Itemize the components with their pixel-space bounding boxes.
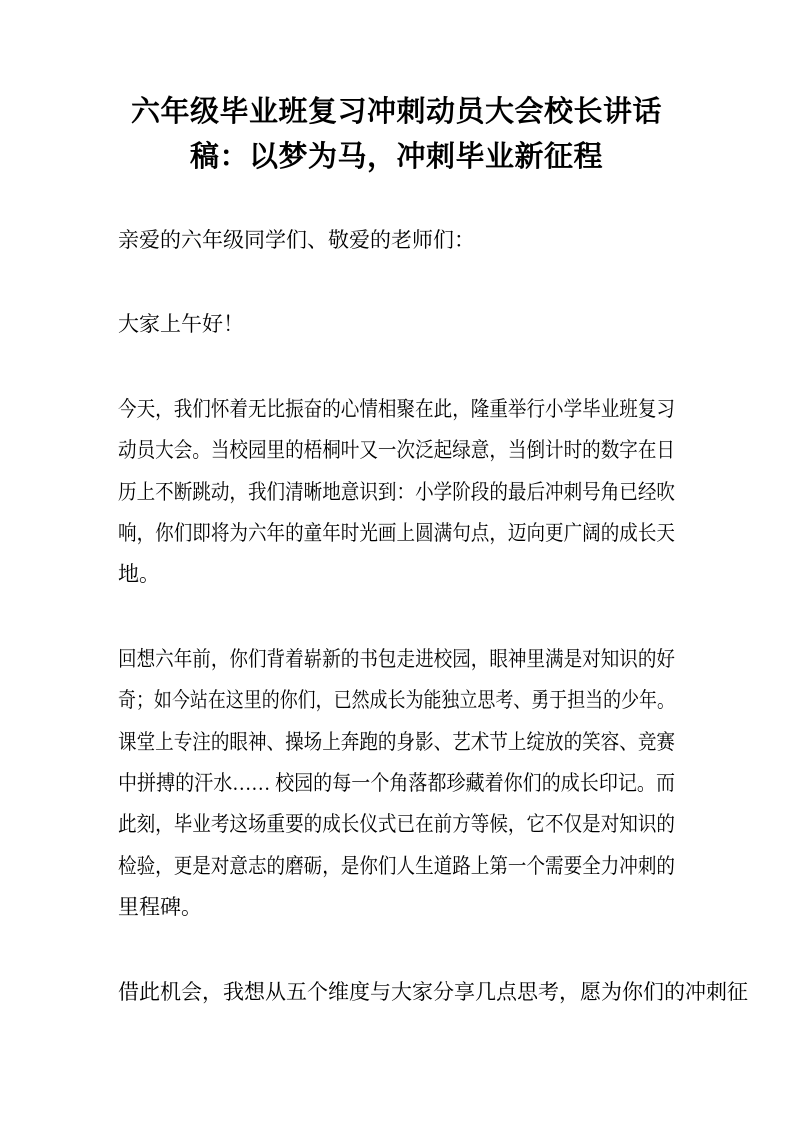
paragraph-line-text: 回想六年前，你们背着崭新的书包走进校园，眼神里满是对知识的好	[118, 646, 675, 671]
paragraph-line	[118, 220, 675, 261]
paragraph-line	[118, 554, 675, 595]
paragraph-line-text: 借此机会，我想从五个维度与大家分享几点思考，愿为你们的冲刺征	[118, 979, 748, 1004]
paragraph-line	[118, 846, 675, 887]
paragraph-line	[118, 472, 675, 513]
document-title-line: 六年级毕业班复习冲刺动员大会校长讲话	[130, 96, 662, 128]
paragraph	[118, 639, 675, 929]
paragraph-line-text: 亲爱的六年级同学们、敬爱的老师们：	[118, 228, 475, 252]
paragraph	[118, 972, 748, 1013]
paragraph-line	[118, 304, 675, 345]
document-body	[118, 220, 748, 1013]
paragraph-line	[118, 680, 675, 721]
paragraph-line-text: 此刻，毕业考这场重要的成长仪式已在前方等候，它不仅是对知识的	[118, 812, 675, 837]
paragraph-line-text: 课堂上专注的眼神、操场上奔跑的身影、艺术节上绽放的笑容、竞赛	[118, 729, 675, 754]
paragraph-line-text: 奇；如今站在这里的你们，已然成长为能独立思考、勇于担当的少年。	[118, 688, 675, 713]
paragraph-line-text: 今天，我们怀着无比振奋的心情相聚在此，隆重举行小学毕业班复习	[118, 396, 675, 421]
document-title-line: 稿：以梦为马，冲刺毕业新征程	[189, 141, 603, 173]
paragraph-line	[118, 389, 675, 430]
paragraph-line-text: 里程碑。	[118, 895, 202, 920]
paragraph-line	[118, 722, 675, 763]
paragraph-line-text: 动员大会。当校园里的梧桐叶又一次泛起绿意，当倒计时的数字在日	[118, 438, 675, 463]
document-title	[118, 0, 675, 180]
paragraph-line-text: 历上不断跳动，我们清晰地意识到：小学阶段的最后冲刺号角已经吹	[118, 479, 675, 504]
paragraph-line-text: 地。	[118, 562, 160, 587]
paragraph	[118, 220, 675, 261]
paragraph-line-text: 检验，更是对意志的磨砺，是你们人生道路上第一个需要全力冲刺的	[118, 853, 675, 878]
paragraph-line	[118, 430, 675, 471]
document-content	[118, 0, 748, 1013]
paragraph-line	[118, 513, 675, 554]
paragraph-line-text: 中拼搏的汗水…… 校园的每一个角落都珍藏着你们的成长印记。而	[118, 771, 675, 796]
paragraph-line	[118, 639, 675, 680]
paragraph-line	[118, 887, 675, 928]
paragraph-line	[118, 972, 748, 1013]
paragraph-line	[118, 763, 675, 804]
paragraph-line-text: 响，你们即将为六年的童年时光画上圆满句点，迈向更广阔的成长天	[118, 521, 675, 546]
paragraph-line-text: 大家上午好！	[118, 312, 244, 337]
paragraph	[118, 304, 675, 345]
paragraph-line	[118, 804, 675, 845]
paragraph	[118, 389, 675, 596]
